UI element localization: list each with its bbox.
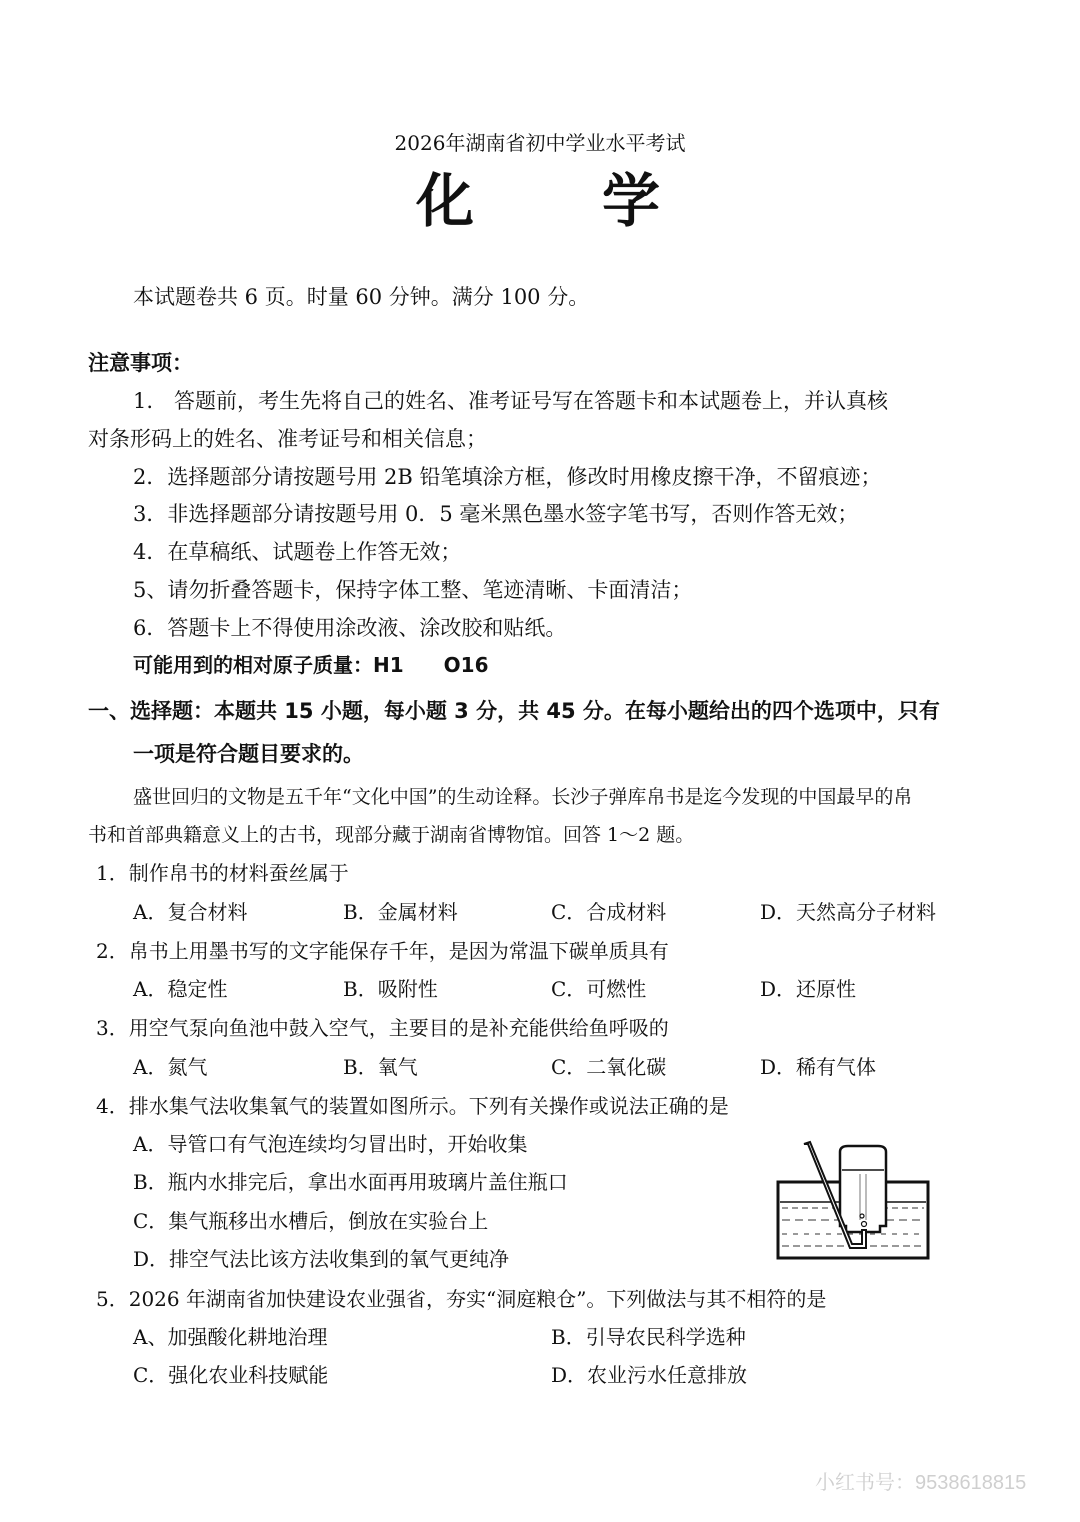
section-heading-line-1: 一、选择题：本题共 15 小题，每小题 3 分，共 45 分。在每小题给出的四个选项中，只有 [88,699,940,723]
watermark: 小红书号：9538618815 [815,1472,1027,1494]
question-5-option-a: A、加强酸化耕地治理 [133,1325,328,1349]
exam-title: 2026年湖南省初中学业水平考试 [394,131,686,155]
question-3-option-c: C．二氧化碳 [551,1055,667,1079]
question-4-option-a: A．导管口有气泡连续均匀冒出时，开始收集 [133,1132,528,1156]
atomic-mass-note: 可能用到的相对原子质量：H1 O16 [133,653,489,677]
question-5-option-d: D．农业污水任意排放 [551,1363,748,1387]
question-4-option-b: B．瓶内水排完后，拿出水面再用玻璃片盖住瓶口 [133,1170,568,1194]
passage-line-1: 盛世回归的文物是五千年“文化中国”的生动诠释。长沙子弹库帛书是迄今发现的中国最早的帛 [133,786,913,808]
question-3-option-b: B．氧气 [343,1055,418,1079]
question-2-option-a: A．稳定性 [133,977,228,1001]
question-2-option-c: C．可燃性 [551,977,647,1001]
question-5-option-c: C．强化农业科技赋能 [133,1363,329,1387]
question-1-option-b: B．金属材料 [343,900,458,924]
question-3-option-a: A．氮气 [133,1055,208,1079]
note-item-2: 2．选择题部分请按题号用 2B 铅笔填涂方框，修改时用橡皮擦干净，不留痕迹； [133,465,882,489]
exam-intro: 本试题卷共 6 页。时量 60 分钟。满分 100 分。 [133,285,590,309]
section-heading-line-2: 一项是符合题目要求的。 [133,742,364,766]
note-item-6: 6．答题卡上不得使用涂改液、涂改胶和贴纸。 [133,616,567,640]
question-2-stem: 2．帛书上用墨书写的文字能保存千年，是因为常温下碳单质具有 [96,939,669,963]
note-item-5: 5、请勿折叠答题卡，保持字体工整、笔迹清晰、卡面清洁； [133,578,693,602]
question-3-option-d: D．稀有气体 [760,1055,877,1079]
question-2-option-b: B．吸附性 [343,977,438,1001]
passage-line-2: 书和首部典籍意义上的古书，现部分藏于湖南省博物馆。回答 1～2 题。 [88,824,695,846]
question-1-stem: 1．制作帛书的材料蚕丝属于 [96,861,349,885]
question-5-stem: 5．2026 年湖南省加快建设农业强省，夯实“洞庭粮仓”。下列做法与其不相符的是 [96,1287,827,1311]
question-4-option-c: C．集气瓶移出水槽后，倒放在实验台上 [133,1209,489,1233]
question-1-option-d: D．天然高分子材料 [760,900,937,924]
question-1-option-c: C．合成材料 [551,900,667,924]
note-item-1-line-1: 1. 答题前，考生先将自己的姓名、准考证号写在答题卡和本试题卷上，并认真核 [133,389,889,413]
note-item-4: 4．在草稿纸、试题卷上作答无效； [133,540,462,564]
question-4-stem: 4．排水集气法收集氧气的装置如图所示。下列有关操作或说法正确的是 [96,1094,729,1118]
question-3-stem: 3．用空气泵向鱼池中鼓入空气，主要目的是补充能供给鱼呼吸的 [96,1016,669,1040]
note-item-3: 3．非选择题部分请按题号用 0．5 毫米黑色墨水签字笔书写，否则作答无效； [133,502,859,526]
notes-heading: 注意事项： [88,351,193,375]
subject-title: 化 学 [415,167,664,235]
question-4-option-d: D．排空气法比该方法收集到的氧气更纯净 [133,1247,510,1271]
question-1-option-a: A．复合材料 [133,900,248,924]
question-2-option-d: D．还原性 [760,977,857,1001]
note-item-1-line-2: 对条形码上的姓名、准考证号和相关信息； [88,427,487,451]
gas-collection-apparatus-figure [770,1140,940,1265]
question-5-option-b: B．引导农民科学选种 [551,1325,746,1349]
